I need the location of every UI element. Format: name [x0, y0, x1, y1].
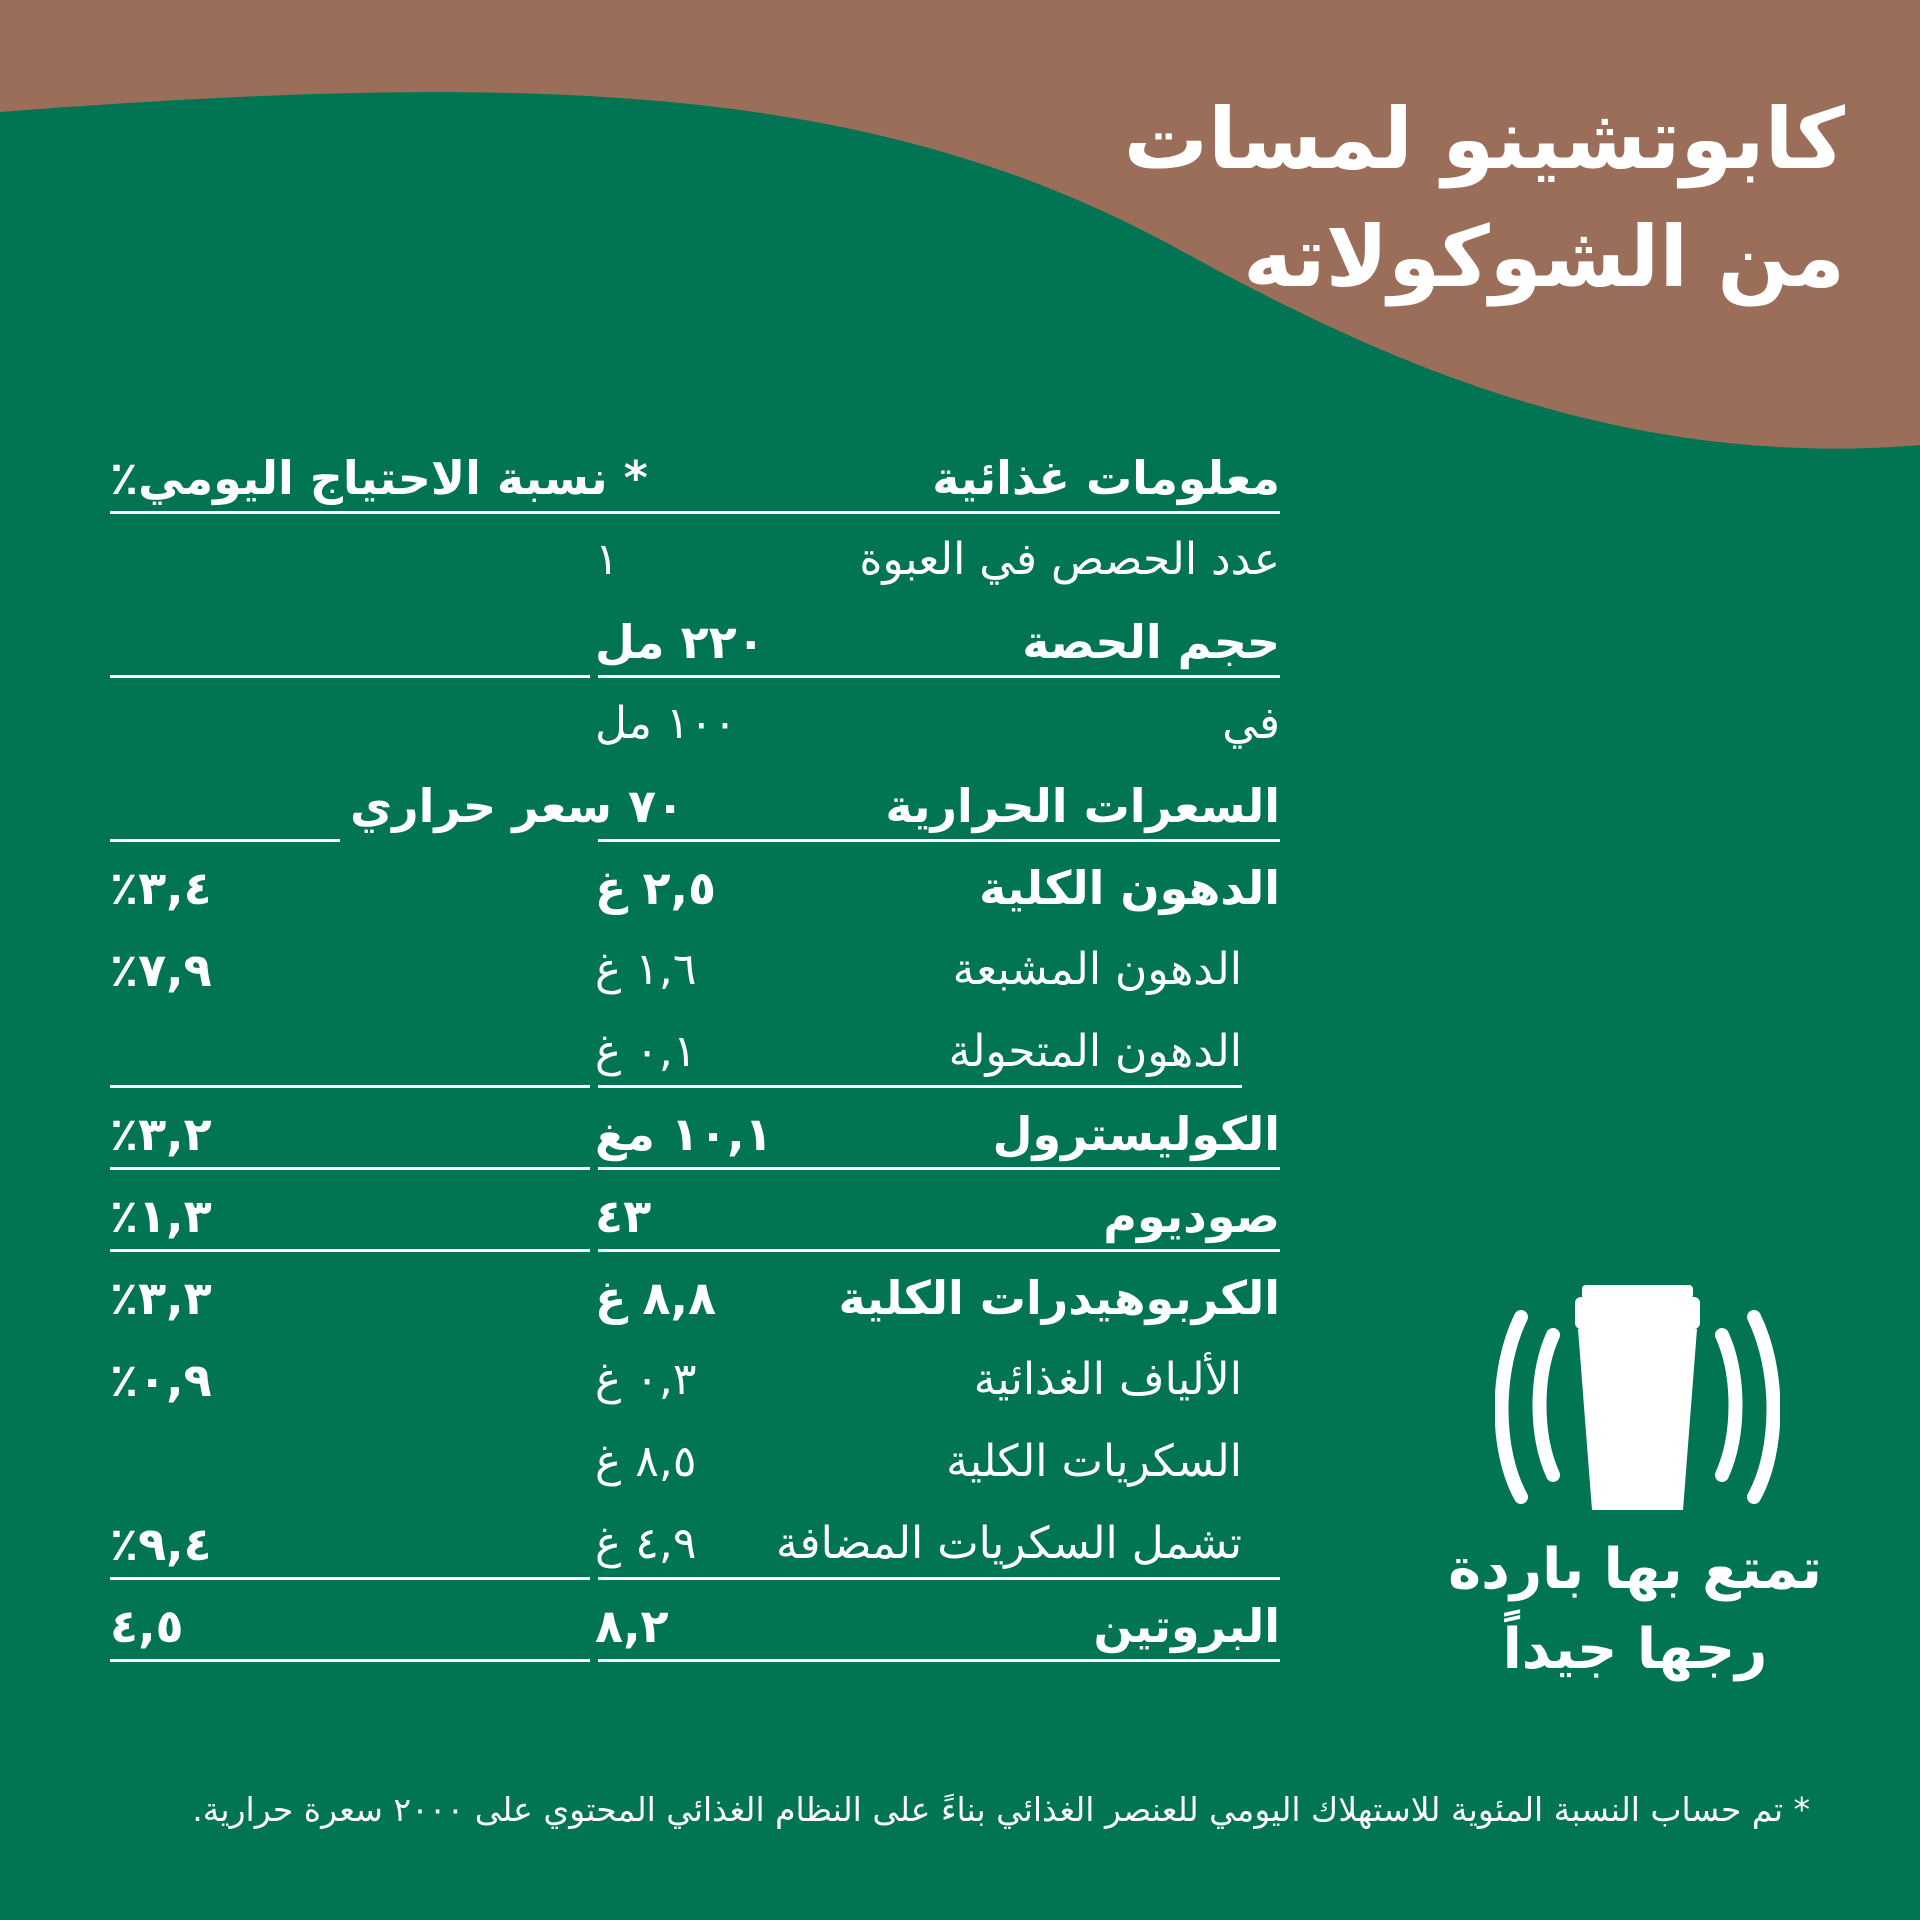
- row-rule: [110, 1167, 590, 1170]
- serve-tip-line2: رجها جيداً: [1502, 1617, 1768, 1682]
- saturated-fat-label: الدهون المشبعة: [952, 944, 1242, 995]
- calories-label: السعرات الحرارية: [885, 779, 1280, 833]
- calories-value: ٧٠ سعر حراري: [350, 779, 685, 833]
- nutrition-table: [110, 445, 1280, 1715]
- row-rule: [598, 839, 1280, 842]
- trans-fat-row: [110, 1019, 1280, 1097]
- cholesterol-value: ١٠,١ مغ: [595, 1107, 773, 1161]
- servings-label: عدد الحصص في العبوة: [859, 534, 1280, 585]
- total-fat-value: ٢,٥ غ: [595, 861, 717, 915]
- fiber-value: ٠,٣ غ: [595, 1354, 697, 1405]
- total-sugars-value: ٨,٥ غ: [595, 1436, 697, 1487]
- daily-value-header: * نسبة الاحتياج اليومي٪: [110, 445, 648, 514]
- protein-pct: ٤,٥: [110, 1599, 184, 1653]
- saturated-fat-value: ١,٦ غ: [595, 944, 697, 995]
- added-sugars-row: [110, 1511, 1280, 1589]
- trans-fat-value: ٠,١ غ: [595, 1026, 697, 1077]
- per-value: ١٠٠ مل: [595, 698, 737, 749]
- row-rule: [110, 1577, 590, 1580]
- product-title-line1: كابوتشينو لمسات: [1123, 90, 1845, 188]
- protein-value: ٨,٢: [595, 1599, 669, 1653]
- footnote: * تم حساب النسبة المئوية للاستهلاك اليومي للعنصر الغذائي بناءً على النظام الغذائي المحتوي على ٢٠٠٠ سعرة حرارية.: [192, 1790, 1810, 1829]
- fiber-label: الألياف الغذائية: [973, 1354, 1242, 1405]
- servings-value: ١: [595, 534, 619, 585]
- row-rule: [598, 1249, 1280, 1252]
- sodium-row: [110, 1183, 1280, 1261]
- saturated-fat-pct: ٧,٩٪: [110, 943, 212, 997]
- serving-size-value: ٢٢٠ مل: [595, 615, 765, 669]
- total-sugars-label: السكريات الكلية: [946, 1436, 1242, 1487]
- protein-label: البروتين: [1093, 1599, 1280, 1653]
- servings-row: [110, 527, 1280, 605]
- row-rule: [598, 1167, 1280, 1170]
- row-rule: [110, 1659, 590, 1662]
- per-row: [110, 691, 1280, 769]
- total-carbs-pct: ٣,٣٪: [110, 1271, 212, 1325]
- added-sugars-label: تشمل السكريات المضافة: [775, 1518, 1242, 1569]
- nutrition-header-label: معلومات غذائية: [932, 445, 1280, 514]
- row-rule: [110, 675, 590, 678]
- nutrition-header-row: [110, 445, 1280, 523]
- serve-tip: [1390, 1530, 1880, 1690]
- total-sugars-row: [110, 1429, 1280, 1507]
- protein-row: [110, 1593, 1280, 1671]
- cholesterol-label: الكوليسترول: [992, 1107, 1280, 1161]
- row-rule: [598, 1659, 1280, 1662]
- sodium-pct: ١,٣٪: [110, 1189, 212, 1243]
- saturated-fat-row: [110, 937, 1280, 1015]
- shake-cup-icon: [1495, 1285, 1780, 1520]
- row-rule: [598, 1577, 1280, 1580]
- product-title: [845, 80, 1845, 316]
- total-carbs-label: الكربوهيدرات الكلية: [838, 1271, 1280, 1325]
- row-rule: [598, 675, 1280, 678]
- fiber-pct: ٠,٩٪: [110, 1353, 212, 1407]
- fiber-row: [110, 1347, 1280, 1425]
- product-title-line2: من الشوكولاته: [1243, 208, 1845, 306]
- added-sugars-value: ٤,٩ غ: [595, 1518, 697, 1569]
- serve-tip-line1: تمتع بها باردة: [1448, 1537, 1822, 1602]
- cholesterol-row: [110, 1101, 1280, 1179]
- serving-size-label: حجم الحصة: [1022, 615, 1280, 669]
- row-rule: [598, 1085, 1242, 1088]
- cholesterol-pct: ٣,٢٪: [110, 1107, 212, 1161]
- added-sugars-pct: ٩,٤٪: [110, 1517, 212, 1571]
- trans-fat-label: الدهون المتحولة: [948, 1026, 1242, 1077]
- per-label: في: [1222, 698, 1280, 749]
- row-rule: [110, 1085, 590, 1088]
- sodium-value: ٤٣: [595, 1189, 652, 1243]
- total-fat-label: الدهون الكلية: [979, 861, 1280, 915]
- calories-row: [110, 773, 1280, 851]
- row-rule: [110, 1249, 590, 1252]
- row-rule: [110, 839, 340, 842]
- serving-size-row: [110, 609, 1280, 687]
- total-carbs-row: [110, 1265, 1280, 1343]
- total-fat-row: [110, 855, 1280, 933]
- total-fat-pct: ٣,٤٪: [110, 861, 212, 915]
- sodium-label: صوديوم: [1103, 1189, 1280, 1243]
- row-rule: [640, 511, 1080, 514]
- total-carbs-value: ٨,٨ غ: [595, 1271, 717, 1325]
